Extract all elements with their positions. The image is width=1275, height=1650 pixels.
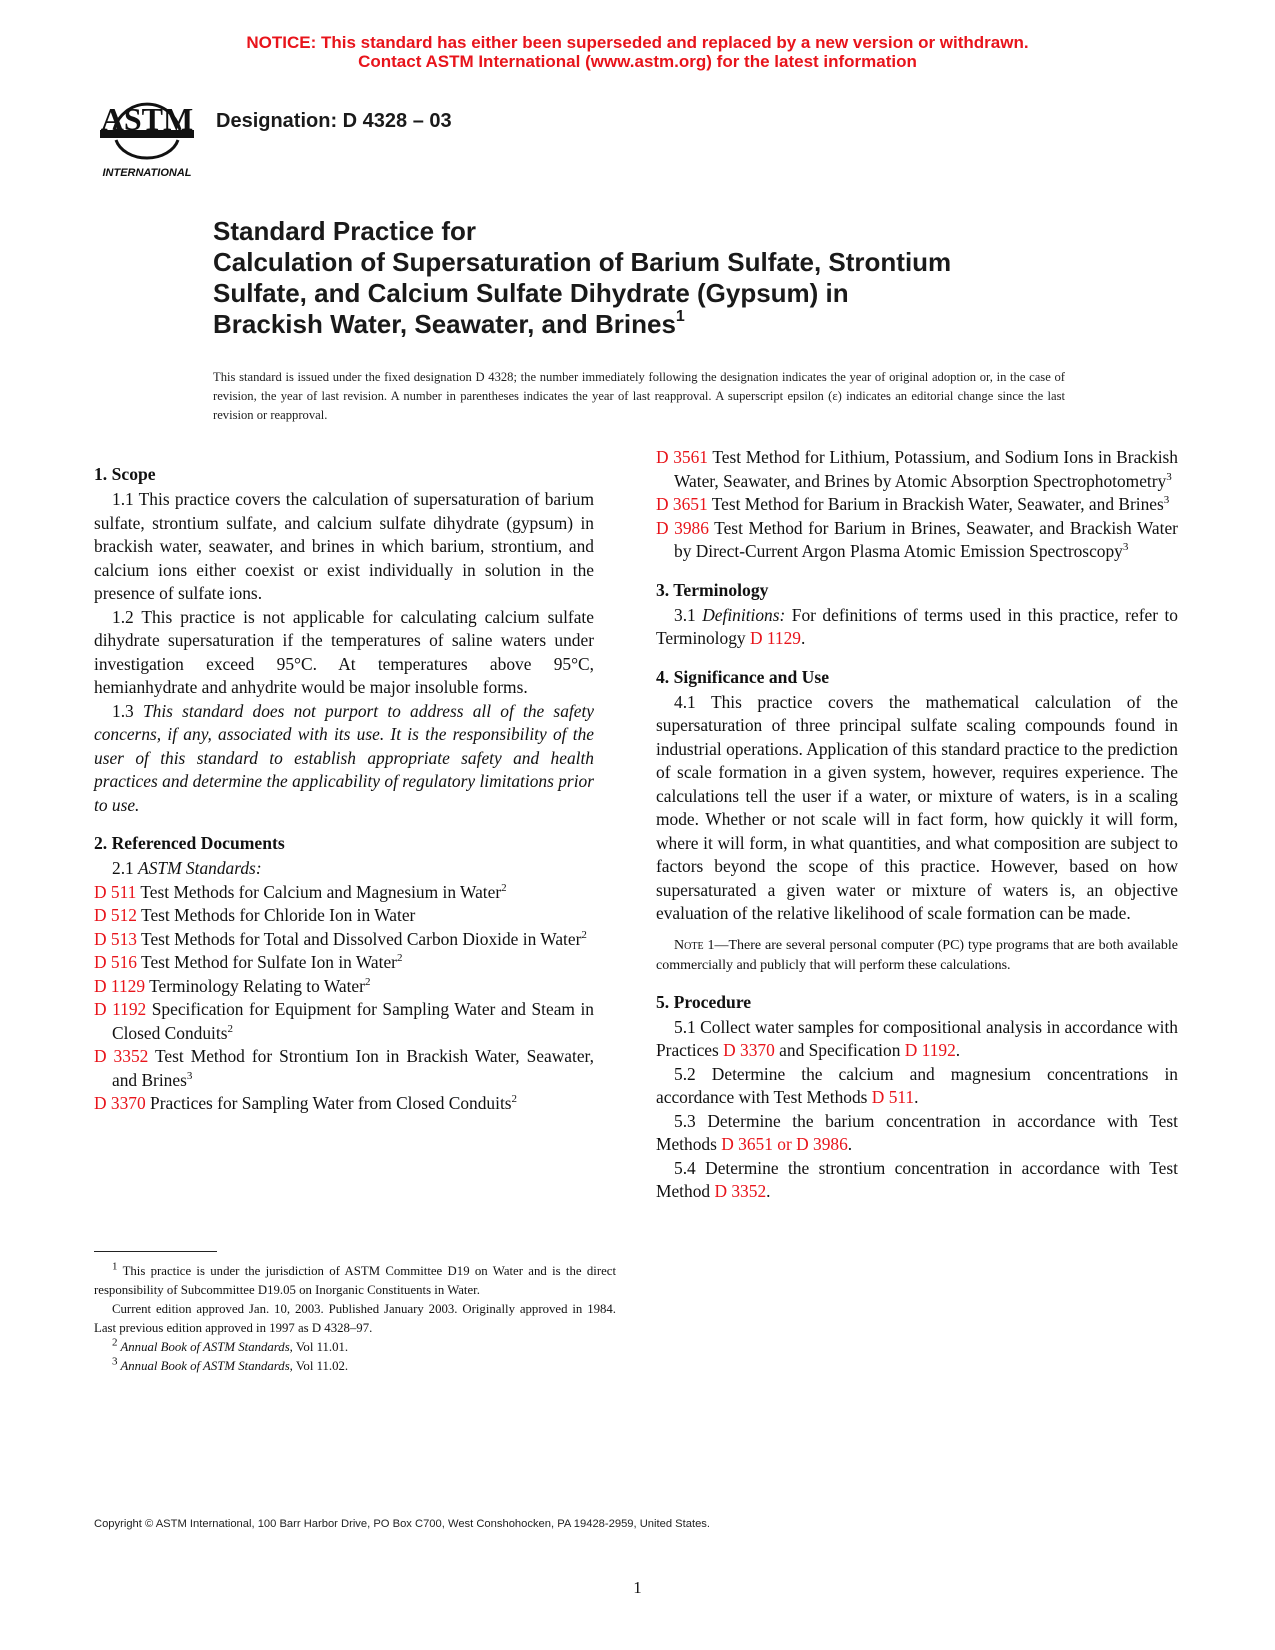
title-line-2: Calculation of Supersaturation of Barium Sulfate, Strontium — [213, 247, 952, 277]
notice-line-1: NOTICE: This standard has either been superseded and replaced by a new version or withdrawn. — [246, 33, 1029, 52]
ref-item: D 1129 Terminology Relating to Water$^2$ — [94, 975, 371, 996]
footnote-rule — [94, 1251, 217, 1252]
ref-item: D 516 Test Method for Sulfate Ion in Water$^2$ — [94, 952, 403, 972]
ref-link[interactable]: D 3651 — [656, 494, 708, 514]
astm-mark-icon — [100, 101, 194, 179]
ref-item: D 512 Test Methods for Chloride Ion in Water — [94, 905, 416, 925]
ref-link[interactable]: D 1129 — [94, 975, 146, 996]
ref-link[interactable]: D 516 — [94, 952, 137, 972]
ref-link[interactable]: D 3651 or D 3986 — [721, 1134, 848, 1154]
significance-4-1: 4.1 This practice covers the mathematical calculation of the supersaturation of three principal sulfate scaling compounds found in industrial operations. Application of this standard practice to the prediction of scale formation in a given system, however, requires experience. The calculations tell the user if a water, or mixture of waters, is in a scaling mode. Whether or not scale will in fact form, how quickly it will form, where it will form, in what quantities, and what composition are subject to factors beyond the scope of this practice. However, based on how supersaturated a given water or mixture of waters is, an objective evaluation of the relative likelihood of scale formation can be made. — [656, 691, 1178, 923]
logo-mark-text: ASTM — [100, 101, 194, 137]
issued-statement: This standard is issued under the fixed designation D 4328; the number immediately following the designation indicates the year of original adoption or, in the case of revision, the year of last revision. A number in parentheses indicates the year of last reapproval. A superscript epsilon (ε) indicates an editorial change since the last revision or reapproval. — [213, 370, 1065, 422]
ref-link[interactable]: D 512 — [94, 905, 137, 925]
ref-link[interactable]: D 511 — [871, 1087, 915, 1107]
title-footnote-mark: 1 — [675, 308, 685, 326]
procedure-5-2: 5.2 Determine the calcium and magnesium concentrations in accordance with Test Methods D 511. — [656, 1063, 1178, 1107]
ref-item: D 3986 Test Method for Barium in Brines, Seawater, and Brackish Water by Direct-Current Argon Plasma Atomic Emission Spectroscopy$^3$ — [656, 517, 1178, 561]
title-line-3: Sulfate, and Calcium Sulfate Dihydrate (Gypsum) in — [213, 278, 849, 308]
ref-link[interactable]: D 3370 — [94, 1093, 146, 1113]
procedure-5-1: 5.1 Collect water samples for compositional analysis in accordance with Practices D 3370 and Specification D 1192. — [656, 1016, 1178, 1060]
footnote-1: $^1$ This practice is under the jurisdiction of ASTM Committee D19 on Water and is the direct responsibility of Subcommittee D19.05 on Inorganic Constituents in Water. — [94, 1260, 616, 1297]
ref-link[interactable]: D 511 — [94, 881, 137, 902]
title-line-4: Brackish Water, Seawater, and Brines$^1$ — [213, 308, 685, 339]
footnote-3: $^3$ Annual Book of ASTM Standards, Vol 11.02. — [112, 1355, 349, 1373]
ref-link[interactable]: D 1192 — [904, 1040, 956, 1060]
ref-item: D 3370 Practices for Sampling Water from Closed Conduits$^2$ — [94, 1093, 518, 1113]
ref-link[interactable]: D 3352 — [714, 1181, 767, 1201]
ref-link[interactable]: D 3352 — [94, 1046, 149, 1066]
footnote-1-edition: Current edition approved Jan. 10, 2003. Published January 2003. Originally approved in 1984. Last previous edition approved in 1997 as D 4328–97. — [94, 1302, 616, 1335]
title-line-1: Standard Practice for — [213, 216, 476, 246]
ref-item: D 1192 Specification for Equipment for Sampling Water and Steam in Closed Conduits$^2$ — [94, 999, 594, 1043]
significance-heading: 4. Significance and Use — [656, 666, 830, 687]
designation: Designation: D 4328 – 03 — [216, 110, 452, 132]
scope-heading: 1. Scope — [94, 464, 156, 484]
terminology-heading: 3. Terminology — [656, 579, 769, 600]
notice-banner — [0, 33, 1275, 71]
ref-link[interactable]: D 3986 — [656, 517, 709, 538]
astm-logo — [92, 84, 202, 180]
ref-item: D 3651 Test Method for Barium in Brackish Water, Seawater, and Brines$^3$ — [656, 494, 1170, 514]
scope-1-1: 1.1 This practice covers the calculation of supersaturation of barium sulfate, strontium sulfate, and calcium sulfate dihydrate (gypsum) in brackish water, seawater, and brines in which barium, strontium, and calcium ions either coexist or exist individually in solution in the presence of sulfate ions. — [94, 489, 594, 603]
ref-link[interactable]: D 513 — [94, 928, 137, 949]
terminology-3-1: 3.1 Definitions: For definitions of terms used in this practice, refer to Terminology D 1129. — [656, 604, 1178, 648]
ref-item: D 3352 Test Method for Strontium Ion in Brackish Water, Seawater, and Brines$^3$ — [94, 1046, 594, 1090]
astm-standards-label: 2.1 ASTM Standards: — [112, 858, 262, 878]
copyright: Copyright © ASTM International, 100 Barr Harbor Drive, PO Box C700, West Conshohocken, PA 19428-2959, United States. — [94, 1518, 710, 1530]
scope-1-2: 1.2 This practice is not applicable for calculating calcium sulfate dihydrate supersaturation if the temperatures of saline waters under investigation exceed 95°C. At temperatures above 95°C, hemianhydrate and anhydrite would be major insoluble forms. — [94, 606, 594, 697]
procedure-5-3: 5.3 Determine the barium concentration in accordance with Test Methods D 3651 or D 3986. — [656, 1110, 1178, 1154]
document-title — [213, 216, 1113, 340]
referenced-heading: 2. Referenced Documents — [94, 833, 285, 853]
right-column — [656, 446, 1178, 1204]
note-1: Note 1—There are several personal computer (PC) type programs that are both available commercially and publicly that will perform these calculations. — [656, 937, 1178, 973]
procedure-heading: 5. Procedure — [656, 991, 752, 1012]
ref-item: D 3561 Test Method for Lithium, Potassium, and Sodium Ions in Brackish Water, Seawater, and Brines by Atomic Absorption Spectrophotometry$^3$ — [656, 447, 1178, 491]
logo-caption: INTERNATIONAL — [102, 167, 192, 179]
procedure-5-4: 5.4 Determine the strontium concentration in accordance with Test Method D 3352. — [656, 1157, 1178, 1201]
ref-item: D 513 Test Methods for Total and Dissolved Carbon Dioxide in Water$^2$ — [94, 928, 587, 949]
footnotes — [94, 1262, 616, 1376]
ref-link[interactable]: D 1192 — [94, 999, 147, 1019]
scope-1-3: 1.3 This standard does not purport to address all of the safety concerns, if any, associated with its use. It is the responsibility of the user of this standard to establish appropriate safety and health practices and determine the applicability of regulatory limitations prior to use. — [94, 700, 594, 815]
left-column — [94, 462, 594, 1116]
ref-link[interactable]: D 3561 — [656, 447, 708, 467]
ref-link[interactable]: D 3370 — [723, 1040, 775, 1060]
ref-link[interactable]: D 1129 — [749, 628, 801, 648]
notice-line-2: Contact ASTM International (www.astm.org) for the latest information — [358, 52, 917, 71]
page-number: 1 — [633, 1578, 642, 1597]
ref-item: D 511 Test Methods for Calcium and Magnesium in Water$^2$ — [94, 881, 507, 902]
footnote-2: $^2$ Annual Book of ASTM Standards, Vol 11.01. — [112, 1336, 349, 1354]
